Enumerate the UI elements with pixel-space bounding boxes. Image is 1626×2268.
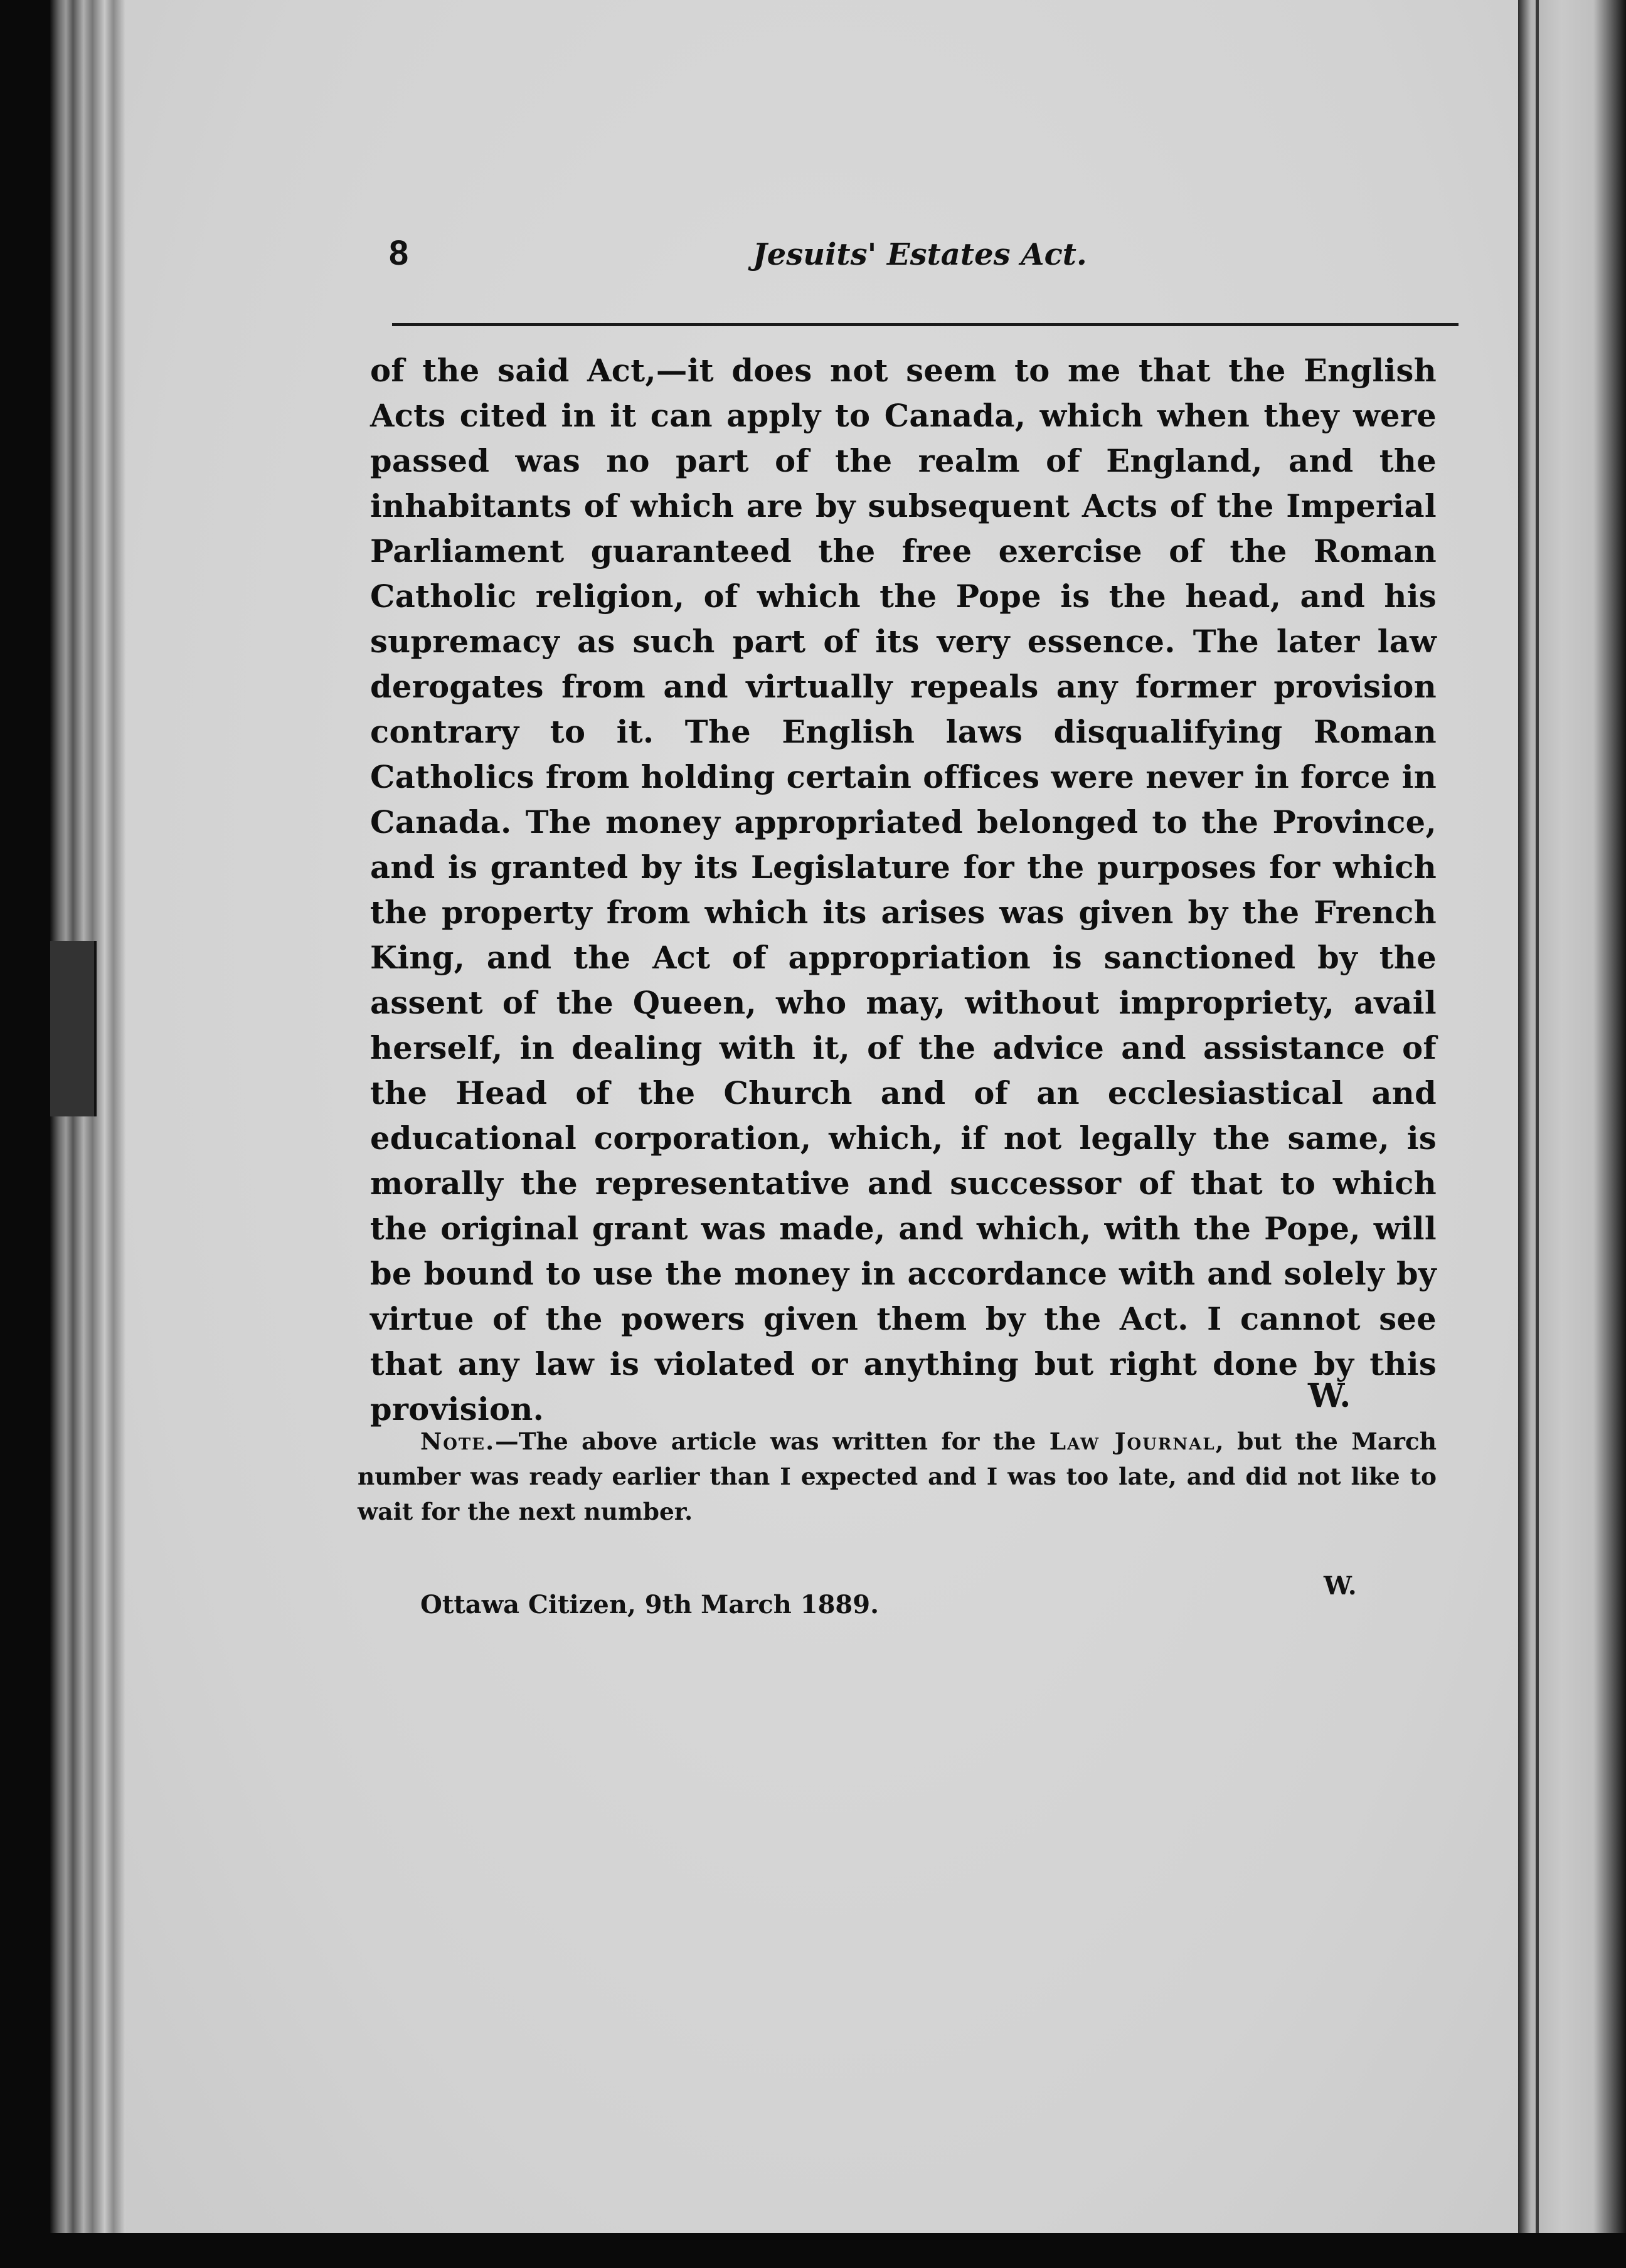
- page-edge-line: [1536, 0, 1539, 2268]
- note-paragraph: [358, 1424, 1437, 1529]
- binding-clip: [50, 941, 97, 1116]
- note-signature-initial: W.: [1324, 1571, 1357, 1601]
- note-text-after: , but the March number was ready earlier than I expected and I was too late, and did not like to wait for the next number.: [358, 1428, 1437, 1525]
- body-text: [370, 348, 1437, 1432]
- signature-initial: W.: [1308, 1377, 1351, 1415]
- page-number: 8: [389, 233, 409, 272]
- body-paragraph: of the said Act,—it does not seem to me that the English Acts cited in it can apply to Canada, which when they were passed was no part of the realm of England, and the inhabitants of which are by subsequent Acts of the Imperial Parliament guaranteed the free exercise of the Roman Catholic religion, of which the Pope is the head, and his supremacy as such part of its very essence. The later law derogates from and virtually repeals any former provision contrary to it. The English laws disqualifying Roman Catholics from holding certain offices were never in force in Canada. The money appropriated belonged to the Province, and is granted by its Legislature for the purposes for which the property from which its arises was given by the French King, and the Act of appropriation is sanctioned by the assent of the Queen, who may, without impropriety, avail herself, in dealing with it, of the advice and assistance of the Head of the Church and of an ecclesiastical and educational corporation, which, if not legally the same, is morally the representative and successor of that to which the original grant was made, and which, with the Pope, will be bound to use the money in accordance with and solely by virtue of the powers given them by the Act. I cannot see that any law is violated or anything but right done by this provision.: [370, 352, 1437, 1428]
- source-citation: Ottawa Citizen, 9th March 1889.: [420, 1590, 879, 1619]
- page-header: [389, 232, 1455, 282]
- note-text-before: —The above article was written for the: [495, 1428, 1049, 1455]
- note-label: Note.: [420, 1428, 496, 1455]
- scan-bottom-border: [0, 2233, 1626, 2268]
- book-gutter: [50, 0, 138, 2268]
- note-journal-name: Law Journal: [1049, 1428, 1216, 1455]
- running-title: Jesuits' Estates Act.: [753, 237, 1087, 272]
- header-rule: [392, 323, 1459, 326]
- page-right-edge: [1518, 0, 1626, 2268]
